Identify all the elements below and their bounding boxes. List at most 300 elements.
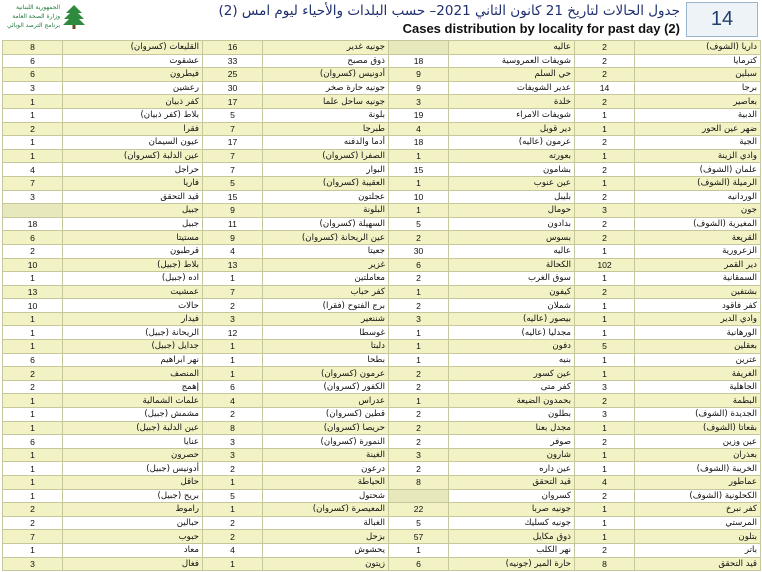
table-row [3,231,761,245]
locality-name: حومال [449,204,575,218]
locality-name: جونيه صربا [449,503,575,517]
locality-name: قيد التحقق [449,476,575,490]
case-count: 6 [3,353,63,367]
locality-name: مستيتا [63,231,203,245]
case-count: 2 [3,516,63,530]
case-count [389,41,449,55]
case-count: 6 [389,258,449,272]
case-count: 2 [575,285,635,299]
table-row [3,530,761,544]
locality-name: الرميلة (الشوف) [635,176,761,190]
locality-name: قيد التحقق [635,557,761,571]
locality-name: جبيل [63,204,203,218]
table-row [3,81,761,95]
locality-name: عجلتون [263,190,389,204]
locality-name: بريح (جبيل) [63,489,203,503]
locality-name: الكحلونية (الشوف) [635,489,761,503]
case-count: 1 [3,489,63,503]
locality-name: مجدل بعنا [449,421,575,435]
case-count: 5 [203,489,263,503]
locality-name: المعيصرة (كسروان) [263,503,389,517]
locality-name: حريصا (كسروان) [263,421,389,435]
locality-name: الغبالة [263,516,389,530]
case-count: 15 [203,190,263,204]
locality-name: الحياطة [263,476,389,490]
page-number: 14 [686,2,758,37]
locality-name: برج الفتوح (فقرا) [263,299,389,313]
case-count: 4 [203,394,263,408]
locality-name: المرستي [635,516,761,530]
case-count: 1 [3,476,63,490]
locality-name: القريعة [635,231,761,245]
locality-name: الدبية [635,108,761,122]
case-count: 1 [203,367,263,381]
case-count: 1 [3,448,63,462]
locality-name: صوفر [449,435,575,449]
locality-name: بعذران [635,448,761,462]
case-count: 5 [575,340,635,354]
case-count: 1 [575,326,635,340]
case-count: 6 [389,557,449,571]
locality-name: عين الدلبة (جبيل) [63,421,203,435]
locality-name: طبرجا [263,122,389,136]
case-count: 3 [389,95,449,109]
case-count: 5 [389,516,449,530]
table-row [3,68,761,82]
locality-name: كسروان [449,489,575,503]
case-count: 2 [203,408,263,422]
case-count: 2 [389,299,449,313]
locality-name: بتلون [635,530,761,544]
locality-name: زيتون [263,557,389,571]
locality-name: بدادون [449,217,575,231]
case-count: 1 [389,326,449,340]
case-count: 2 [575,543,635,557]
case-count: 2 [3,122,63,136]
case-count: 2 [575,95,635,109]
case-count: 8 [575,557,635,571]
locality-name: عشقوت [63,54,203,68]
case-count: 1 [575,421,635,435]
case-count: 19 [389,108,449,122]
case-count: 2 [203,530,263,544]
case-count: 7 [203,285,263,299]
case-count: 5 [203,108,263,122]
case-count: 2 [3,367,63,381]
case-count: 2 [575,394,635,408]
case-count: 13 [3,285,63,299]
locality-name: شحتول [263,489,389,503]
locality-name: جون [635,204,761,218]
locality-name: غوسطا [263,326,389,340]
case-count: 1 [3,95,63,109]
table-row [3,190,761,204]
locality-name: إهمج [63,380,203,394]
locality-name: ضهر عين الحور [635,122,761,136]
locality-name: كيفون [449,285,575,299]
case-count: 2 [3,503,63,517]
locality-name: أدونيس (كسروان) [263,68,389,82]
case-count: 25 [203,68,263,82]
case-count: 1 [389,543,449,557]
logo-line-3: برنامج الترصد الوبائي [6,22,60,29]
locality-name: معاملتين [263,272,389,286]
locality-name: مشمش (جبيل) [63,408,203,422]
case-count: 3 [3,557,63,571]
locality-name: عين الدلبة (كسروان) [63,149,203,163]
locality-name: الغريفة [635,367,761,381]
case-count: 2 [203,516,263,530]
locality-name: دير قوبل [449,122,575,136]
locality-name: كفر ذبيان [63,95,203,109]
locality-name: الوردانيه [635,190,761,204]
locality-name: حراجل [63,163,203,177]
case-count: 18 [389,136,449,150]
case-count: 2 [203,462,263,476]
case-count: 2 [575,136,635,150]
case-count: 2 [3,380,63,394]
case-count: 18 [389,54,449,68]
case-count: 3 [575,204,635,218]
case-count: 1 [575,462,635,476]
locality-name: فيدار [63,312,203,326]
locality-name: عين عنوب [449,176,575,190]
locality-name: كفر فاقود [635,299,761,313]
table-row [3,149,761,163]
case-count: 1 [575,516,635,530]
locality-name: حاقل [63,476,203,490]
case-count: 2 [575,41,635,55]
table-row [3,217,761,231]
locality-name: كترمايا [635,54,761,68]
case-count: 13 [203,258,263,272]
locality-name: باتر [635,543,761,557]
locality-name: النمورة (كسروان) [263,435,389,449]
case-count: 1 [575,448,635,462]
table-row [3,462,761,476]
locality-name: مجدليا (عاليه) [449,326,575,340]
locality-name: بنيه [449,353,575,367]
table-row [3,122,761,136]
table-row [3,489,761,503]
case-count: 1 [203,476,263,490]
locality-name: عين الريحانة (كسروان) [263,231,389,245]
cedar-tree-icon [62,4,86,30]
case-count: 2 [389,367,449,381]
case-count: 4 [575,476,635,490]
case-count: 16 [203,41,263,55]
locality-name: عين كسور [449,367,575,381]
locality-name: برجا [635,81,761,95]
case-count [3,204,63,218]
case-count: 8 [3,41,63,55]
case-count: 2 [575,217,635,231]
locality-name: البوار [263,163,389,177]
case-count: 1 [575,299,635,313]
table-row [3,353,761,367]
case-count [389,489,449,503]
case-count: 7 [203,149,263,163]
locality-name: الكحالة [449,258,575,272]
case-count: 4 [203,244,263,258]
locality-name: حي السلم [449,68,575,82]
logo-line-2: وزارة الصحة العامة [12,13,60,20]
case-count: 2 [575,489,635,503]
case-count: 3 [575,380,635,394]
table-row [3,326,761,340]
case-count: 9 [203,204,263,218]
case-count: 57 [389,530,449,544]
case-count: 2 [575,231,635,245]
locality-name: جونيه غدير [263,41,389,55]
case-count: 7 [203,122,263,136]
case-count: 3 [3,81,63,95]
cases-table [2,40,761,571]
locality-name: عين وزين [635,435,761,449]
case-count: 1 [575,176,635,190]
locality-name: بقعاتا (الشوف) [635,421,761,435]
table-row [3,435,761,449]
case-count: 33 [203,54,263,68]
case-count: 1 [3,340,63,354]
table-row [3,448,761,462]
locality-name: عاليه [449,41,575,55]
locality-name: حالات [63,299,203,313]
locality-name: عيون السيمان [63,136,203,150]
case-count: 3 [575,408,635,422]
table-row [3,136,761,150]
case-count: 14 [575,81,635,95]
locality-name: شويفات العمروسية [449,54,575,68]
case-count: 6 [3,231,63,245]
table-row [3,285,761,299]
case-count: 9 [203,231,263,245]
case-count: 1 [575,272,635,286]
case-count: 2 [389,435,449,449]
case-count: 3 [3,190,63,204]
case-count: 6 [203,380,263,394]
locality-name: وادي الدير [635,312,761,326]
case-count: 1 [575,149,635,163]
locality-name: العقيبة (كسروان) [263,176,389,190]
case-count: 2 [389,408,449,422]
locality-name: بشتفين [635,285,761,299]
locality-name: شويفات الامراء [449,108,575,122]
locality-name: جبيل [63,217,203,231]
locality-name: الريحانة (جبيل) [63,326,203,340]
locality-name: كفر نبرخ [635,503,761,517]
table-row [3,367,761,381]
case-count: 1 [575,367,635,381]
logo-line-1: الجمهورية اللبنانية [15,4,60,11]
table-row [3,557,761,571]
title-english: Cases distribution by locality for past day (2) [402,21,680,36]
locality-name: كفر متى [449,380,575,394]
case-count: 5 [203,176,263,190]
case-count: 1 [389,353,449,367]
locality-name: علمات الشمالية [63,394,203,408]
locality-name: نهر ابراهيم [63,353,203,367]
case-count: 1 [3,312,63,326]
locality-name: بطحا [263,353,389,367]
case-count: 9 [389,68,449,82]
case-count: 1 [203,272,263,286]
locality-name: أدونيس (جبيل) [63,462,203,476]
case-count: 17 [203,136,263,150]
locality-name: فاريا [63,176,203,190]
locality-name: دفون [449,340,575,354]
locality-name: سوق الغرب [449,272,575,286]
case-count: 3 [203,435,263,449]
case-count: 1 [203,353,263,367]
locality-name: راموط [63,503,203,517]
locality-name: جعيتا [263,244,389,258]
table-row [3,380,761,394]
locality-name: بطلون [449,408,575,422]
case-count: 1 [389,340,449,354]
table-row [3,41,761,55]
locality-name: درعون [263,462,389,476]
locality-name: عاليه [449,244,575,258]
locality-name: علمان (الشوف) [635,163,761,177]
locality-name: عدير الشويفات [449,81,575,95]
case-count: 5 [389,217,449,231]
case-count: 3 [203,448,263,462]
locality-name: قطين (كسروان) [263,408,389,422]
locality-name: بعورته [449,149,575,163]
case-count: 1 [203,557,263,571]
case-count: 30 [203,81,263,95]
locality-name: عرمون (عاليه) [449,136,575,150]
case-count: 17 [203,95,263,109]
case-count: 8 [389,476,449,490]
locality-name: جونيه حارة صخر [263,81,389,95]
locality-name: دلبتا [263,340,389,354]
locality-name: المغيرية (الشوف) [635,217,761,231]
case-count: 2 [389,421,449,435]
table-row [3,258,761,272]
locality-name: السهيلة (كسروان) [263,217,389,231]
table-body [3,41,761,571]
case-count: 1 [3,108,63,122]
locality-name: الجاهلية [635,380,761,394]
table-row [3,204,761,218]
table-row [3,95,761,109]
case-count: 1 [389,176,449,190]
case-count: 6 [3,435,63,449]
case-count: 6 [3,54,63,68]
locality-name: عماطور [635,476,761,490]
case-count: 2 [575,435,635,449]
locality-name: شننعير [263,312,389,326]
case-count: 1 [575,122,635,136]
case-count: 7 [203,163,263,177]
locality-name: سبلين [635,68,761,82]
case-count: 12 [203,326,263,340]
locality-name: الجديدة (الشوف) [635,408,761,422]
case-count: 10 [3,258,63,272]
locality-name: عنايا [63,435,203,449]
case-count: 30 [389,244,449,258]
case-count: 9 [389,81,449,95]
locality-name: عين داره [449,462,575,476]
locality-name: البطمة [635,394,761,408]
locality-name: جدايل (جبيل) [63,340,203,354]
locality-name: جونيه ساحل علما [263,95,389,109]
locality-name: بسوس [449,231,575,245]
case-count: 2 [389,231,449,245]
table-row [3,516,761,530]
locality-name: شارون [449,448,575,462]
locality-name: الكفور (كسروان) [263,380,389,394]
case-count: 2 [203,299,263,313]
locality-name: الصفرا (كسروان) [263,149,389,163]
locality-name: شملان [449,299,575,313]
case-count: 15 [389,163,449,177]
case-count: 3 [389,312,449,326]
header [0,0,762,40]
locality-name: رعشين [63,81,203,95]
locality-name: البلونة [263,204,389,218]
locality-name: داريا (الشوف) [635,41,761,55]
case-count: 11 [203,217,263,231]
locality-name: معاد [63,543,203,557]
case-count: 2 [575,68,635,82]
locality-name: اده (جبيل) [63,272,203,286]
locality-name: يحشوش [263,543,389,557]
locality-name: حصرون [63,448,203,462]
case-count: 22 [389,503,449,517]
locality-name: بحمدون الضيعة [449,394,575,408]
case-count: 18 [3,217,63,231]
case-count: 1 [3,408,63,422]
case-count: 2 [389,380,449,394]
case-count: 2 [575,190,635,204]
locality-name: بلونة [263,108,389,122]
locality-name: خلدة [449,95,575,109]
table-row [3,476,761,490]
case-count: 1 [203,503,263,517]
locality-name: السمقانية [635,272,761,286]
case-count: 3 [389,448,449,462]
locality-name: فغال [63,557,203,571]
locality-name: بزحل [263,530,389,544]
table-row [3,54,761,68]
locality-name: بعاصير [635,95,761,109]
locality-name: دير القمر [635,258,761,272]
case-count: 1 [389,204,449,218]
case-count: 1 [3,326,63,340]
table-row [3,108,761,122]
case-count: 1 [3,543,63,557]
locality-name: قرطبون [63,244,203,258]
table-row [3,421,761,435]
case-count: 1 [3,149,63,163]
locality-name: الخريبة (الشوف) [635,462,761,476]
table-row [3,394,761,408]
locality-name: بلاط (كفر ذبيان) [63,108,203,122]
locality-name: الغينة [263,448,389,462]
case-count: 1 [575,353,635,367]
table-row [3,408,761,422]
case-count: 2 [389,272,449,286]
locality-name: ذوق مصبح [263,54,389,68]
table-row [3,176,761,190]
locality-name: بشامون [449,163,575,177]
case-count: 102 [575,258,635,272]
table-row [3,340,761,354]
case-count: 2 [3,244,63,258]
